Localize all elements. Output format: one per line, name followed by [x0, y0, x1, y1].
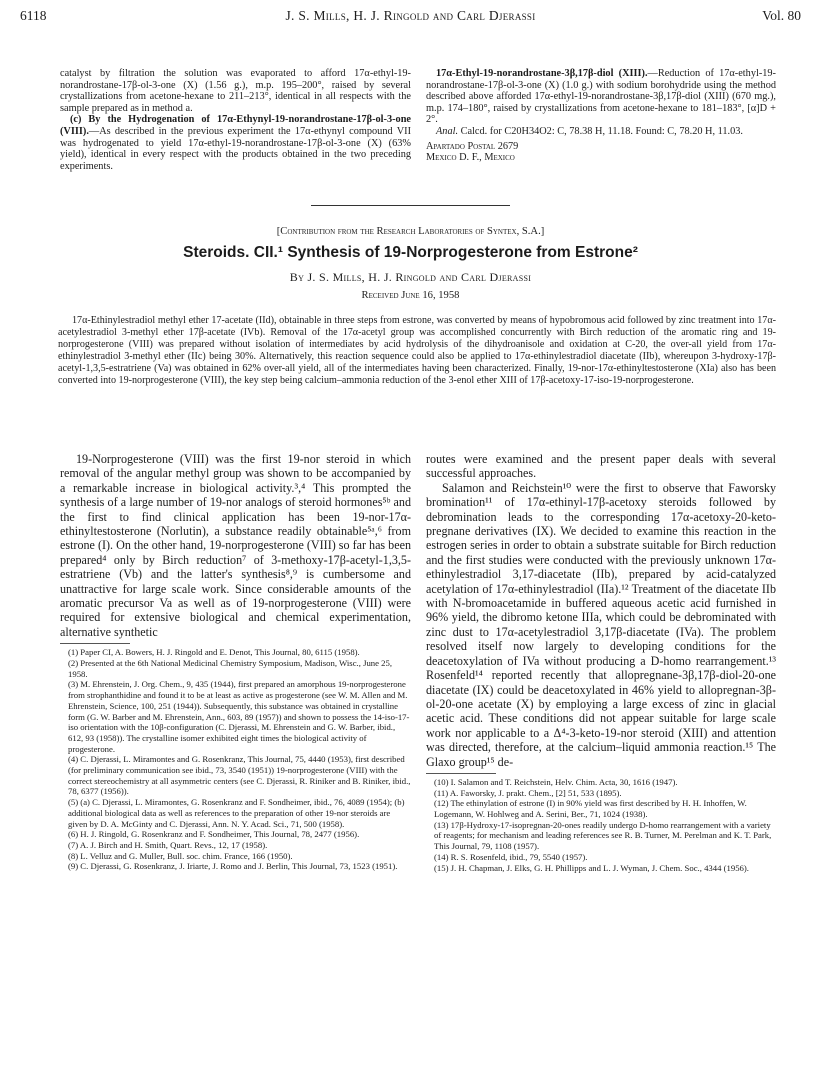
running-header	[20, 8, 801, 28]
running-head-authors: J. S. Mills, H. J. Ringold and Carl Djerassi	[285, 8, 536, 23]
experimental-continuation-right	[426, 68, 776, 164]
byline: By J. S. Mills, H. J. Ringold and Carl Djerassi	[289, 270, 532, 284]
paragraph: 19-Norprogesterone (VIII) was the first 19-nor steroid in which removal of the angular methyl group was shown to be accompanied by a remarkable increase in biological activity.³,⁴ This prompted the synthesis of a large number of 19-nor analogs of steroid hormones⁵ᵇ and the first to find clinical application has been 19-nor-17α-ethinyltestosterone (Norlutin), a substance readily obtainable⁵ᵃ,⁶ from estrone (I). On the other hand, 19-norprogesterone (VIII) so far has been prepared⁴ only by Birch reduction⁷ of 3-methoxy-17β-acetyl-1,3,5-estratriene (Vb) and the latter's synthesis⁸,⁹ is cumbersome and unattractive for large scale work. Since considerable amounts of the aromatic precursor Va as well as of 19-norprogesterone (VIII) were required for extensive biological and chemical experimentation, alternative synthetic	[60, 452, 411, 639]
paragraph-body: —As described in the previous experiment the 17α-ethynyl compound VII was hydrogenated to yield 17α-ethyl-19-norandrostane-17β-ol-3-one (X) (63% yield), identical in every respect with the products obtained in the two preceding experiments.	[60, 125, 411, 172]
article-title: Steroids. CII.¹ Synthesis of 19-Norprogesterone from Estrone²	[183, 244, 638, 261]
paragraph	[426, 126, 776, 138]
paragraph-body: —Reduction of 17α-ethyl-19-norandrostane-17β-ol-3-one (X) (1.0 g.) with sodium borohydride using the method described above afforded 17α-ethyl-19-norandrostane-3β,17β-diol (XIII) (670 mg.), m.p. 174–180°, raised by crystallizations from acetone-hexane to 181–183°, [α]D + 2°.	[426, 68, 776, 126]
footnote-divider	[60, 643, 130, 644]
abstract: 17α-Ethinylestradiol methyl ether 17-acetate (IId), obtainable in three steps from estrone, was converted by means of hypobromous acid followed by zinc treatment into 17α-acetylestradiol 3-methyl ether 17β-acetate (IVb). Removal of the 17α-acetyl group was accomplished concurrently with Birch reduction of the aromatic ring and 19-norprogesterone (VIII) was prepared without isolation of intermediates by acid hydrolysis of the dihydroanisole and oxidation at C-20, the over-all yield from 17α-ethinylestradiol 3-methyl ether (IIc) being 30%. Alternatively, this reaction sequence could also be applied to 17α-ethinylestradiol diacetate (IIb), whereupon 3-hydroxy-17β-acetyl-1,3,5-estratriene (Va) was obtained in 62% over-all yield, all of the intermediates having been characterized. Finally, 19-nor-17α-ethinyltestosterone (XIa) also has been converted into 19-norprogesterone (VIII), the key step being calcium–ammonia reduction of the 3-enol ether XIII of 17β-acetoxy-17-iso-19-norprogesterone.	[58, 315, 776, 386]
received-date: Received June 16, 1958	[361, 290, 460, 301]
footnote: (4) C. Djerassi, L. Miramontes and G. Rosenkranz, This Journal, 75, 4440 (1953), first described (for preliminary communication see ibid., 73, 3540 (1951)) 19-norprogesterone (VIII) with the correct stereochemistry at all asymmetric centers (see C. Djerassi, R. Riniker and B. Riniker, ibid., 78, 6377 (1956)).	[68, 754, 411, 797]
paragraph-heading: 17α-Ethyl-19-norandrostane-3β,17β-diol (XIII).	[436, 68, 648, 79]
footnote: (10) I. Salamon and T. Reichstein, Helv. Chim. Acta, 30, 1616 (1947).	[434, 776, 678, 787]
footnote: (9) C. Djerassi, G. Rosenkranz, J. Iriarte, J. Romo and J. Berlin, This Journal, 73, 1523 (1951).	[68, 861, 398, 872]
footnote: (3) M. Ehrenstein, J. Org. Chem., 9, 435 (1944), first prepared an amorphous 19-norprogesterone from strophanthidine and found it to be at least as active as progesterone (see W. M. Allen and M. Ehrenstein, Science, 100, 251 (1944)). Subsequently, this substance was obtained in crystalline form (G. W. Barber and M. Ehrenstein, Ann., 603, 89 (1957)) and shown to possess the 14-iso-17-iso orientation with the 10β-configuration (C. Djerassi, M. Ehrenstein and G. W. Barber, ibid., 612, 93 (1958)). The crystalline isomer exhibited eight times the biological activity of progesterone.	[68, 679, 410, 754]
contribution-line: [Contribution from the Research Laboratories of Syntex, S.A.]	[276, 226, 545, 237]
body-column-right	[426, 452, 776, 873]
paragraph	[60, 114, 411, 172]
footnote: (2) Presented at the 6th National Medicinal Chemistry Symposium, Madison, Wisc., June 25, 1958.	[68, 657, 393, 679]
paragraph-heading: Anal.	[436, 125, 459, 137]
experimental-continuation-left	[60, 68, 411, 172]
footnote: (1) Paper CI, A. Bowers, H. J. Ringold and E. Denot, This Journal, 80, 6115 (1958).	[68, 647, 360, 658]
footnote: (7) A. J. Birch and H. Smith, Quart. Revs., 12, 17 (1958).	[68, 839, 268, 850]
footnote: (6) H. J. Ringold, G. Rosenkranz and F. Sondheimer, This Journal, 78, 2477 (1956).	[68, 829, 360, 840]
body-column-left	[60, 452, 411, 872]
volume-label: Vol. 80	[762, 8, 801, 23]
paragraph-body: Calcd. for C20H34O2: C, 78.38 H, 11.18. Found: C, 78.20 H, 11.03.	[458, 125, 744, 137]
section-divider	[311, 205, 510, 206]
paragraph: Salamon and Reichstein¹⁰ were the first to observe that Faworsky bromination¹¹ of 17α-ethinyl-17β-acetoxy steroids followed by debromination leads to the corresponding 17α-acetoxy-20-keto-pregnane derivatives (IX). We decided to examine this reaction in the estrogen series in order to obtain a substrate suitable for Birch reduction and the first studies were conducted with the previously unknown 17α-ethinylestradiol 3,17-diacetate (IIb), prepared by acid-catalyzed acetylation of 17α-ethinylestradiol (IIa).¹² Treatment of the diacetate IIb with N-bromoacetamide in buffered aqueous acetic acid furnished in 96% yield, the dibromo ketone IIIa, which could be debrominated with zinc dust to 17α-acetylestradiol 3,17β-diacetate (IVa). The problem resolved itself now largely to developing conditions for the deacetoxylation of IVa without producing a D-homo rearrangement.¹³ Rosenfeld¹⁴ reported recently that allopregnane-3β,17β-diol-20-one diacetate (IX) could be deacetoxylated in 46% yield to allopregnan-3β-ol-20-one acetate (X) by employing a large excess of zinc in glacial acetic acid. These conditions did not appear suitable for large scale work nor applicable to a Δ⁴-3-keto-19-nor steroid (XIII) and attention was directed, therefore, at the calcium–liquid ammonia reaction.¹⁵ The Glaxo group¹⁵ de-	[426, 480, 776, 769]
footnote: (12) The ethinylation of estrone (I) in 90% yield was first described by H. H. Inhoffen, W. Logemann, W. Hohlweg and A. Serini, Ber., 71, 1024 (1938).	[434, 798, 747, 820]
footnote: (13) 17β-Hydroxy-17-isopregnan-20-ones readily undergo D-homo rearrangement with a variety of reagents; for mechanism and leading references see R. B. Turner, M. Perelman and K. T. Park, This Journal, 79, 1108 (1957).	[434, 819, 772, 852]
page-number: 6118	[20, 8, 47, 23]
footnotes-right	[426, 777, 776, 873]
paragraph: routes were examined and the present paper deals with several successful approaches.	[426, 452, 776, 481]
paragraph	[426, 68, 776, 126]
paragraph: catalyst by filtration the solution was evaporated to afford 17α-ethyl-19-norandrostane-17β-ol-3-one (X) (1.56 g.), m.p. 195–200°, raised by several crystallizations from acetone-hexane to 211–213°, identical in all respects with the sample prepared as in method a.	[60, 68, 411, 114]
footnote: (11) A. Faworsky, J. prakt. Chem., [2] 51, 533 (1895).	[434, 787, 622, 798]
footnotes-left	[60, 647, 411, 872]
footnote: (5) (a) C. Djerassi, L. Miramontes, G. Rosenkranz and F. Sondheimer, ibid., 76, 4089 (1954); (b) additional biological data as well as references to the preparation of other 19-nor steroids are given by D. A. McGinty and C. Djerassi, Ann. N. Y. Acad. Sci., 71, 500 (1958).	[68, 797, 405, 829]
footnote: (14) R. S. Rosenfeld, ibid., 79, 5540 (1957).	[434, 851, 588, 862]
footnote-divider	[426, 773, 496, 774]
address-line: Mexico D. F., Mexico	[426, 152, 515, 164]
address-line: Apartado Postal 2679	[426, 140, 519, 152]
footnote: (8) L. Velluz and G. Muller, Bull. soc. chim. France, 166 (1950).	[68, 850, 293, 861]
paragraph-heading: (c) By the Hydrogenation of 17α-Ethynyl-19-norandrostane-17β-ol-3-one (VIII).	[60, 114, 411, 137]
footnote: (15) J. H. Chapman, J. Elks, G. H. Phillipps and L. J. Wyman, J. Chem. Soc., 4344 (1956).	[434, 862, 749, 873]
